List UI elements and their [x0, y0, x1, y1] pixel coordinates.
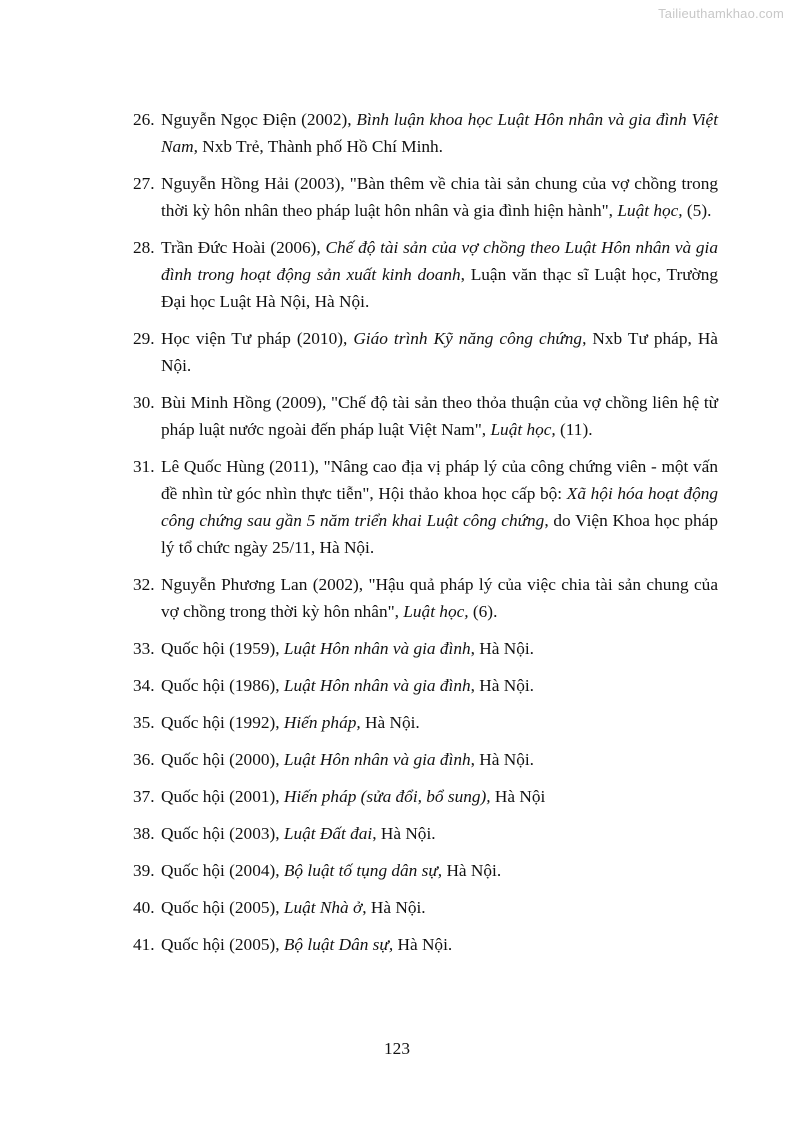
reference-text: Nguyễn Phương Lan (2002), "Hậu quả pháp lý của việc chia tài sản chung của vợ chồng trong thời kỳ hôn nhân", [161, 575, 718, 621]
reference-number: 26. [133, 110, 155, 129]
reference-text: Quốc hội (2005), [161, 898, 284, 917]
reference-text: Nguyễn Ngọc Điện (2002), [161, 110, 357, 129]
reference-text: Quốc hội (2000), [161, 750, 284, 769]
reference-item [133, 746, 718, 773]
reference-number: 30. [133, 393, 155, 412]
reference-text: Quốc hội (2005), [161, 935, 284, 954]
reference-item [133, 820, 718, 847]
reference-item [133, 234, 718, 315]
reference-text: (11). [555, 420, 593, 439]
reference-title: Giáo trình Kỹ năng công chứng [353, 329, 583, 348]
reference-title: Luật Hôn nhân và gia đình [283, 639, 471, 658]
reference-number: 28. [133, 238, 155, 257]
reference-title: Hiến pháp (sửa đổi, bổ sung), [283, 787, 491, 806]
reference-text: Quốc hội (2003), [161, 824, 284, 843]
reference-number: 40. [133, 898, 155, 917]
reference-text: Nxb Trẻ, Thành phố Hồ Chí Minh. [197, 137, 443, 156]
reference-text: Hà Nội. [360, 713, 420, 732]
reference-title: Bộ luật Dân sự, [283, 935, 394, 954]
reference-text: , Hà Nội. [470, 750, 534, 769]
reference-item [133, 170, 718, 224]
reference-title: Xã hội hóa hoạt động công chứng sau gần 5 năm triển khai Luật công chứng [161, 484, 718, 530]
reference-title: Luật Nhà ở [283, 898, 363, 917]
reference-number: 29. [133, 329, 155, 348]
reference-number: 27. [133, 174, 155, 193]
watermark: Tailieuthamkhao.com [658, 6, 784, 21]
reference-text: Hà Nội. [393, 935, 453, 954]
reference-text: Quốc hội (1959), [161, 639, 284, 658]
reference-title: Luật Hôn nhân và gia đình [283, 676, 471, 695]
reference-item [133, 709, 718, 736]
reference-item [133, 857, 718, 884]
reference-title: Bình luận khoa học Luật Hôn nhân và gia đình Việt Nam, [161, 110, 718, 156]
reference-text: Quốc hội (2004), [161, 861, 284, 880]
reference-text: , do Viện Khoa học pháp lý tổ chức ngày 25/11, Hà Nội. [161, 511, 718, 557]
page-number: 123 [384, 1039, 410, 1058]
reference-title: Hiến pháp, [283, 713, 361, 732]
reference-number: 34. [133, 676, 155, 695]
reference-title: Luật Đất đai [283, 824, 373, 843]
reference-text: , Hà Nội. [470, 676, 534, 695]
reference-text: , Nxb Tư pháp, Hà Nội. [161, 329, 718, 375]
reference-title: Chế độ tài sản của vợ chồng theo Luật Hôn nhân và gia đình trong hoạt động sản xuất kinh doanh [161, 238, 718, 284]
reference-text: (6). [468, 602, 498, 621]
reference-number: 38. [133, 824, 155, 843]
reference-item [133, 635, 718, 662]
reference-item [133, 894, 718, 921]
reference-list [133, 106, 718, 968]
reference-title: Luật học, [490, 420, 556, 439]
reference-item [133, 783, 718, 810]
reference-title: Luật học, [617, 201, 683, 220]
reference-text: Hà Nội [490, 787, 546, 806]
reference-number: 35. [133, 713, 155, 732]
reference-item [133, 931, 718, 958]
reference-number: 41. [133, 935, 155, 954]
reference-item [133, 389, 718, 443]
reference-number: 36. [133, 750, 155, 769]
reference-text: Trần Đức Hoài (2006), [161, 238, 326, 257]
reference-number: 31. [133, 457, 155, 476]
reference-item [133, 325, 718, 379]
reference-number: 33. [133, 639, 155, 658]
reference-text: , Hà Nội. [372, 824, 436, 843]
reference-text: Lê Quốc Hùng (2011), "Nâng cao địa vị pháp lý của công chứng viên - một vấn đề nhìn từ góc nhìn thực tiễn", Hội thảo khoa học cấp bộ: [161, 457, 718, 503]
reference-text: Nguyễn Hồng Hải (2003), "Bàn thêm về chia tài sản chung của vợ chồng trong thời kỳ hôn nhân theo pháp luật hôn nhân và gia đình hiện hành", [161, 174, 718, 220]
reference-text: , Hà Nội. [362, 898, 426, 917]
reference-text: , Hà Nội. [470, 639, 534, 658]
reference-number: 39. [133, 861, 155, 880]
reference-text: Quốc hội (1992), [161, 713, 284, 732]
reference-text: , Luận văn thạc sĩ Luật học, Trường Đại học Luật Hà Nội, Hà Nội. [161, 265, 718, 311]
reference-text: Hà Nội. [442, 861, 502, 880]
reference-text: Quốc hội (1986), [161, 676, 284, 695]
reference-number: 37. [133, 787, 155, 806]
reference-text: Quốc hội (2001), [161, 787, 284, 806]
reference-item [133, 571, 718, 625]
reference-title: Luật học, [403, 602, 469, 621]
reference-text: Học viện Tư pháp (2010), [161, 329, 354, 348]
reference-text: Bùi Minh Hồng (2009), "Chế độ tài sản theo thỏa thuận của vợ chồng liên hệ từ pháp luật nước ngoài đến pháp luật Việt Nam", [161, 393, 718, 439]
reference-title: Luật Hôn nhân và gia đình [283, 750, 471, 769]
reference-title: Bộ luật tố tụng dân sự, [283, 861, 443, 880]
reference-text: (5). [682, 201, 712, 220]
reference-number: 32. [133, 575, 155, 594]
reference-item [133, 672, 718, 699]
reference-item [133, 106, 718, 160]
reference-item [133, 453, 718, 561]
